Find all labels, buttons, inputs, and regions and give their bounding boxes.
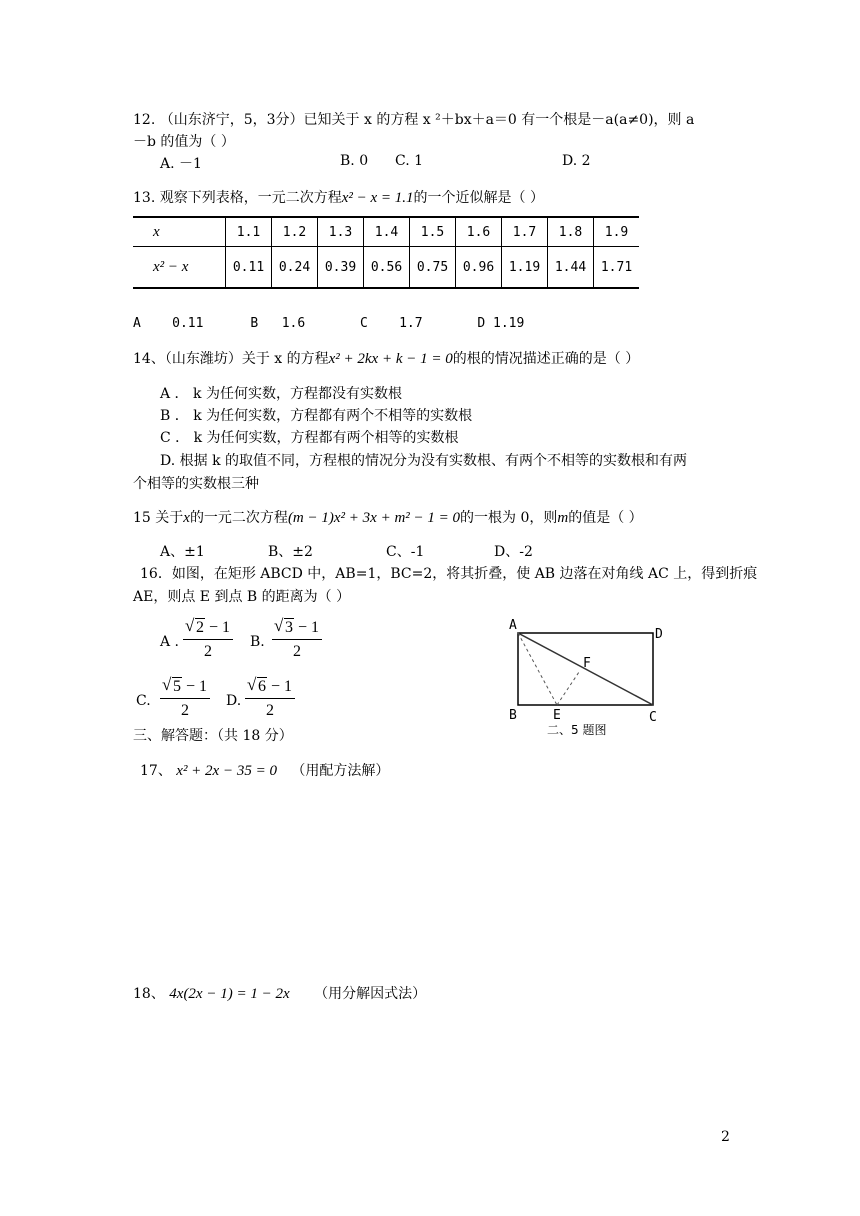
table-cell: 1.8 xyxy=(548,217,594,247)
q14-stem-equation: x² + 2kx + k − 1 = 0 xyxy=(328,351,453,367)
q16-option-a-fraction: √ 2 − 1 2 xyxy=(183,619,233,661)
q16-line1: 16．如图，在矩形 ABCD 中，AB=1，BC=2，将其折叠，使 AB 边落在对角线 AC 上，得到折痕 xyxy=(140,566,758,582)
q15-stem-equation: (m − 1)x² + 3x + m² − 1 = 0 xyxy=(287,510,461,526)
table-cell: 0.24 xyxy=(272,247,318,289)
q15-stem-mid: 的一元二次方程 xyxy=(189,510,288,526)
q16-option-c-radicand: 5 xyxy=(173,678,181,695)
q14-stem xyxy=(133,348,639,368)
q13-stem-pre: 13. 观察下列表格，一元二次方程 xyxy=(133,190,342,206)
table-cell: 1.71 xyxy=(594,247,640,289)
q16-option-c-denominator: 2 xyxy=(181,702,190,719)
q17-number: 17、 xyxy=(140,763,172,779)
q15-stem-x: x xyxy=(183,510,190,526)
q16-option-c-label: C. xyxy=(136,693,151,709)
q16-option-d-radicand: 6 xyxy=(258,678,266,695)
table-cell: 1.3 xyxy=(318,217,364,247)
q18-number: 18、 xyxy=(133,986,165,1002)
q12-line2: －b 的值为（ ） xyxy=(133,134,235,150)
q16-option-a-label: A . xyxy=(160,634,180,650)
q17-equation: x² + 2x − 35 = 0 xyxy=(176,763,277,779)
q16-option-d-label: D. xyxy=(226,693,242,709)
table-cell: 1.1 xyxy=(226,217,272,247)
q13-stem-post: 的一个近似解是（ ） xyxy=(413,190,544,206)
q12-option-d: D. 2 xyxy=(562,153,591,169)
q12-option-b: B. 0 xyxy=(340,153,369,169)
q16-option-b-radicand: 3 xyxy=(285,619,293,636)
table-cell: 0.75 xyxy=(410,247,456,289)
q16-option-a-minus: − 1 xyxy=(209,619,231,636)
page-number: 2 xyxy=(721,1129,730,1145)
q15-stem-pre: 15 关于 xyxy=(133,510,184,526)
point-d-label: D xyxy=(655,627,663,642)
q15-option-c: C、-1 xyxy=(386,544,425,560)
figure-caption: 二、5 题图 xyxy=(547,723,607,737)
q16-option-b-fraction: √ 3 − 1 2 xyxy=(272,619,322,661)
point-b-label: B xyxy=(509,708,517,723)
q14-option-d-line2: 个相等的实数根三种 xyxy=(133,476,259,492)
table-cell: 1.7 xyxy=(502,217,548,247)
q12-option-c: C. 1 xyxy=(395,153,424,169)
q15-option-a: A、±1 xyxy=(160,544,205,560)
table-cell: 0.39 xyxy=(318,247,364,289)
q14-stem-pre: 14、（山东潍坊）关于 x 的方程 xyxy=(133,351,329,367)
q15-stem-post2: 的值是（ ） xyxy=(568,510,643,526)
q16-option-a-radicand: 2 xyxy=(196,619,204,636)
q16-option-b-minus: − 1 xyxy=(298,619,320,636)
q18-note: （用分解因式法） xyxy=(314,986,427,1002)
q16-option-a-denominator: 2 xyxy=(204,643,213,660)
q16-option-d-denominator: 2 xyxy=(266,702,275,719)
segment-ef xyxy=(557,672,579,705)
q12-line1: 12. （山东济宁，5，3分）已知关于 x 的方程 x ²＋bx＋a＝0 有一个根是－a(a≠0)，则 a xyxy=(133,112,695,128)
q17 xyxy=(140,760,389,780)
table-cell: 1.19 xyxy=(502,247,548,289)
q13-stem xyxy=(133,187,544,207)
q18-equation: 4x(2x − 1) = 1 − 2x xyxy=(169,986,290,1002)
q16-option-b-denominator: 2 xyxy=(293,643,302,660)
q15-stem xyxy=(133,507,643,527)
table-cell: 0.11 xyxy=(226,247,272,289)
q12-option-a: A. －1 xyxy=(160,156,202,172)
q13-options: A 0.11 B 1.6 C 1.7 D 1.19 xyxy=(133,316,525,331)
table-row-label: x² − x xyxy=(133,247,226,289)
q16-option-d-fraction: √ 6 − 1 2 xyxy=(245,678,295,720)
q15-option-d: D、-2 xyxy=(494,544,533,560)
q17-note: （用配方法解） xyxy=(291,763,390,779)
point-f-label: F xyxy=(583,656,591,671)
q16-option-c-minus: − 1 xyxy=(186,678,208,695)
point-e-label: E xyxy=(553,708,561,723)
table-cell: 1.4 xyxy=(364,217,410,247)
q18 xyxy=(133,983,426,1003)
table-row xyxy=(133,217,639,247)
table-cell: 0.96 xyxy=(456,247,502,289)
q14-option-a: A ． k 为任何实数，方程都没有实数根 xyxy=(160,386,402,402)
q16-figure xyxy=(505,615,680,740)
table-cell: 1.6 xyxy=(456,217,502,247)
q16-option-c-fraction: √ 5 − 1 2 xyxy=(160,678,210,720)
point-a-label: A xyxy=(509,618,517,633)
q14-option-b: B ． k 为任何实数，方程都有两个不相等的实数根 xyxy=(160,408,473,424)
q15-stem-post1: 的一根为 0，则 xyxy=(460,510,558,526)
point-c-label: C xyxy=(649,710,657,725)
table-row xyxy=(133,247,639,289)
q16-line2: AE，则点 E 到点 B 的距离为（ ） xyxy=(133,589,351,605)
table-cell: 1.5 xyxy=(410,217,456,247)
q14-stem-post: 的根的情况描述正确的是（ ） xyxy=(452,351,640,367)
q13-table xyxy=(133,216,639,289)
q16-option-b-label: B. xyxy=(250,634,265,650)
table-row-label: x xyxy=(133,217,226,247)
q13-stem-equation: x² − x = 1.1 xyxy=(341,190,414,206)
q15-option-b: B、±2 xyxy=(268,544,313,560)
q16-option-d-minus: − 1 xyxy=(271,678,293,695)
q14-option-c: C ． k 为任何实数，方程都有两个相等的实数根 xyxy=(160,430,459,446)
q14-option-d-line1: D. 根据 k 的取值不同，方程根的情况分为没有实数根、有两个不相等的实数根和有两 xyxy=(160,453,688,469)
table-cell: 1.2 xyxy=(272,217,318,247)
table-cell: 0.56 xyxy=(364,247,410,289)
section-three-title: 三、解答题：（共 18 分） xyxy=(133,728,293,744)
table-cell: 1.44 xyxy=(548,247,594,289)
table-cell: 1.9 xyxy=(594,217,640,247)
q15-stem-m: m xyxy=(557,510,569,526)
